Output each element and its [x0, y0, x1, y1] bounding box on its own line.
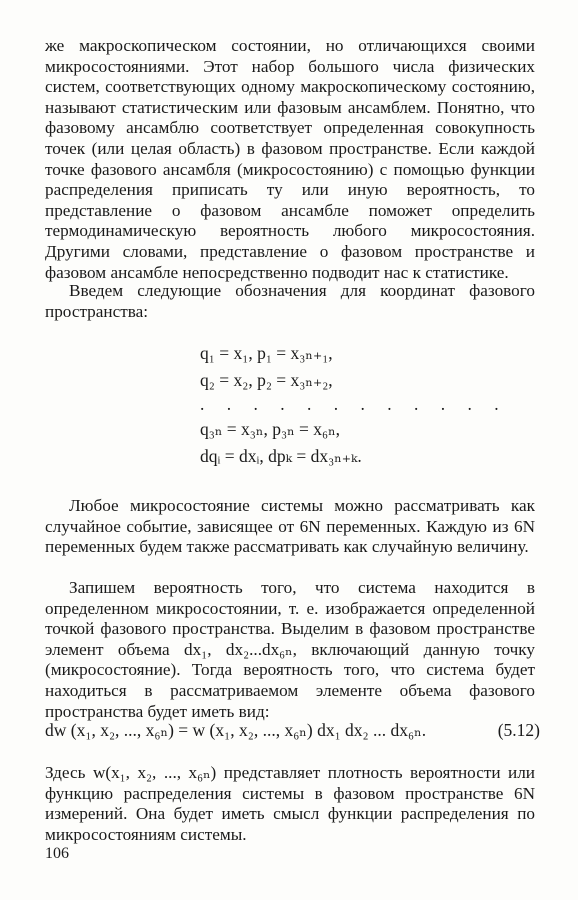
notation-ellipsis-row: . . . . . . . . . . . .	[200, 394, 508, 414]
equation-body: dw (x₁, x₂, ..., x₆ₙ) = w (x₁, x₂, ..., x₆ₙ) dx₁ dx₂ ... dx₆ₙ.	[45, 720, 427, 740]
paragraph-notation-intro: Введем следующие обозначения для координат фазового пространства:	[45, 281, 535, 321]
equation-5-12	[45, 720, 540, 741]
paragraph-probability-element: Запишем вероятность того, что система находится в определенном микросостоянии, т. е. изображается определенной точкой фазового пространства. Выделим в фазовом пространстве элемент объема dx₁, dx₂...dx₆ₙ, включающий данную точку (микросостояние). Тогда вероятность того, что система будет находиться в рассматриваемом элементе объема фазового пространства будет иметь вид:	[45, 578, 535, 721]
paragraph-density-function: Здесь w(x₁, x₂, ..., x₆ₙ) представляет плотность вероятности или функцию распределения системы в фазовом пространстве 6N измерений. Она будет иметь смысл функции распределения по микросостояниям системы.	[45, 763, 535, 844]
equation-number: (5.12)	[497, 720, 540, 740]
paragraph-phase-ensemble: же макроскопическом состоянии, но отличающихся своими микросостояниями. Этот набор большого числа физических систем, соответствующих одному макроскопическому состоянию, называют статистическим или фазовым ансамблем. Понятно, что фазовому ансамблю соответствует определенная совокупность точек (или целая область) в фазовом пространстве. Если каждой точке фазового ансамбля (микросостоянию) с помощью функции распределения приписать ту или иную вероятность, то представление о фазовом ансамбле поможет определить термодинамическую вероятность любого микросостояния. Другими словами, представление о фазовом пространстве и фазовом ансамбле непосредственно подводит нас к статистике.	[45, 36, 535, 282]
notation-row-1: q₁ = x₁, p₁ = x₃ₙ₊₁,	[200, 343, 333, 363]
notation-row-3: q₃ₙ = x₃ₙ, p₃ₙ = x₆ₙ,	[200, 419, 341, 439]
page-number: 106	[45, 845, 69, 862]
coordinate-notation-block	[200, 341, 508, 471]
notation-row-4: dqᵢ = dxᵢ, dpₖ = dx₃ₙ₊ₖ.	[200, 446, 362, 466]
paragraph-microstate-random-event: Любое микросостояние системы можно рассматривать как случайное событие, зависящее от 6N переменных. Каждую из 6N переменных будем также рассматривать как случайную величину.	[45, 496, 535, 557]
notation-row-2: q₂ = x₂, p₂ = x₃ₙ₊₂,	[200, 370, 333, 390]
